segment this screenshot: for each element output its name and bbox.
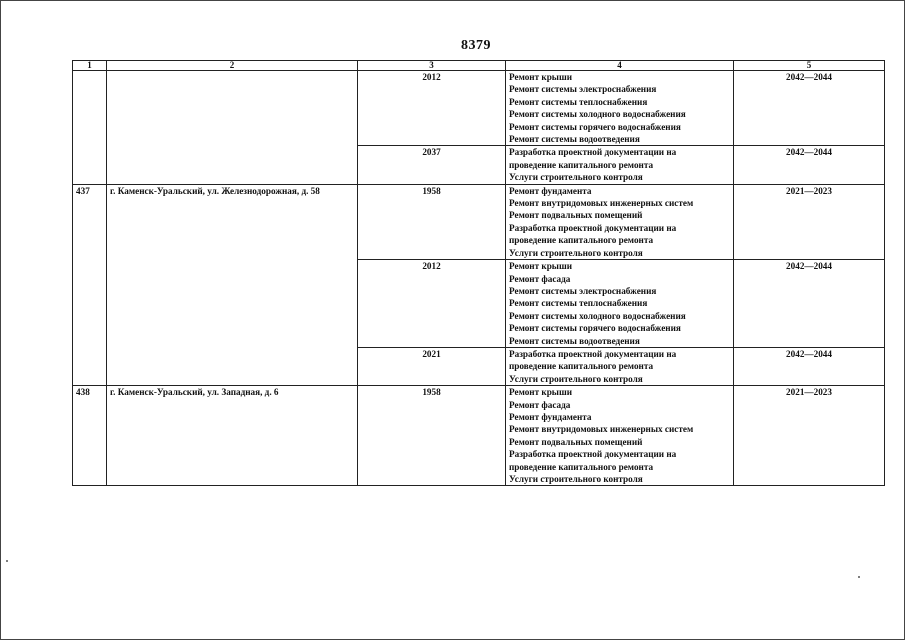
period-cell: 2042—2044	[734, 71, 885, 146]
period-cell: 2021—2023	[734, 184, 885, 259]
work-item: Услуги строительного контроля	[509, 373, 643, 384]
year-cell: 2012	[358, 71, 506, 146]
work-item: Ремонт системы электроснабжения	[509, 84, 657, 95]
work-item: Услуги строительного контроля	[509, 247, 643, 258]
header-row	[73, 61, 885, 71]
work-item: Разработка проектной документации на	[509, 348, 677, 359]
work-item: Разработка проектной документации на	[509, 222, 677, 233]
work-item: Ремонт системы электроснабжения	[509, 285, 657, 296]
work-item: проведение капитального ремонта	[509, 361, 654, 372]
work-item: Ремонт крыши	[509, 261, 573, 272]
works-cell	[506, 386, 734, 486]
work-item: проведение капитального ремонта	[509, 235, 654, 246]
table-row	[73, 71, 885, 146]
work-item: проведение капитального ремонта	[509, 159, 654, 170]
year-cell: 2037	[358, 146, 506, 184]
table-body	[73, 71, 885, 486]
work-item: Ремонт системы водоотведения	[509, 335, 640, 346]
work-item: Ремонт фундамента	[509, 411, 592, 422]
column-header-3: 3	[358, 61, 506, 71]
work-item: Ремонт внутридомовых инженерных систем	[509, 424, 694, 435]
table-header	[73, 61, 885, 71]
address-cell	[107, 71, 358, 185]
work-item: проведение капитального ремонта	[509, 461, 654, 472]
period-cell: 2021—2023	[734, 386, 885, 486]
row-number-cell: 438	[73, 386, 107, 486]
work-item: Ремонт системы теплоснабжения	[509, 298, 648, 309]
year-cell: 2012	[358, 260, 506, 348]
work-item: Разработка проектной документации на	[509, 449, 677, 460]
work-item: Ремонт фасада	[509, 399, 571, 410]
year-cell: 1958	[358, 184, 506, 259]
work-item: Ремонт крыши	[509, 72, 573, 82]
work-item: Ремонт подвальных помещений	[509, 210, 643, 221]
works-cell	[506, 347, 734, 385]
table-row	[73, 386, 885, 486]
works-cell	[506, 184, 734, 259]
works-cell	[506, 71, 734, 146]
address-cell: г. Каменск-Уральский, ул. Западная, д. 6	[107, 386, 358, 486]
period-cell: 2042—2044	[734, 260, 885, 348]
work-item: Ремонт подвальных помещений	[509, 436, 643, 447]
column-header-4: 4	[506, 61, 734, 71]
works-cell	[506, 146, 734, 184]
year-cell: 2021	[358, 347, 506, 385]
period-cell: 2042—2044	[734, 146, 885, 184]
column-header-5: 5	[734, 61, 885, 71]
row-number-cell	[73, 71, 107, 185]
work-item: Услуги строительного контроля	[509, 474, 643, 484]
work-item: Услуги строительного контроля	[509, 172, 643, 183]
work-item: Ремонт системы горячего водоснабжения	[509, 121, 681, 132]
column-header-2: 2	[107, 61, 358, 71]
work-item: Ремонт системы теплоснабжения	[509, 96, 648, 107]
scan-speck	[858, 576, 860, 578]
work-item: Ремонт внутридомовых инженерных систем	[509, 198, 694, 209]
work-item: Разработка проектной документации на	[509, 147, 677, 158]
capital-repair-table	[72, 60, 885, 486]
work-item: Ремонт фундамента	[509, 185, 592, 196]
scan-speck	[6, 560, 8, 562]
period-cell: 2042—2044	[734, 347, 885, 385]
page-number: 8379	[461, 38, 491, 53]
work-item: Ремонт системы холодного водоснабжения	[509, 310, 686, 321]
address-cell: г. Каменск-Уральский, ул. Железнодорожная, д. 58	[107, 184, 358, 386]
table-row	[73, 184, 885, 259]
row-number-cell: 437	[73, 184, 107, 386]
work-item: Ремонт фасада	[509, 273, 571, 284]
column-header-1: 1	[73, 61, 107, 71]
year-cell: 1958	[358, 386, 506, 486]
works-cell	[506, 260, 734, 348]
work-item: Ремонт системы горячего водоснабжения	[509, 323, 681, 334]
work-item: Ремонт системы водоотведения	[509, 134, 640, 145]
work-item: Ремонт системы холодного водоснабжения	[509, 109, 686, 120]
work-item: Ремонт крыши	[509, 387, 573, 398]
